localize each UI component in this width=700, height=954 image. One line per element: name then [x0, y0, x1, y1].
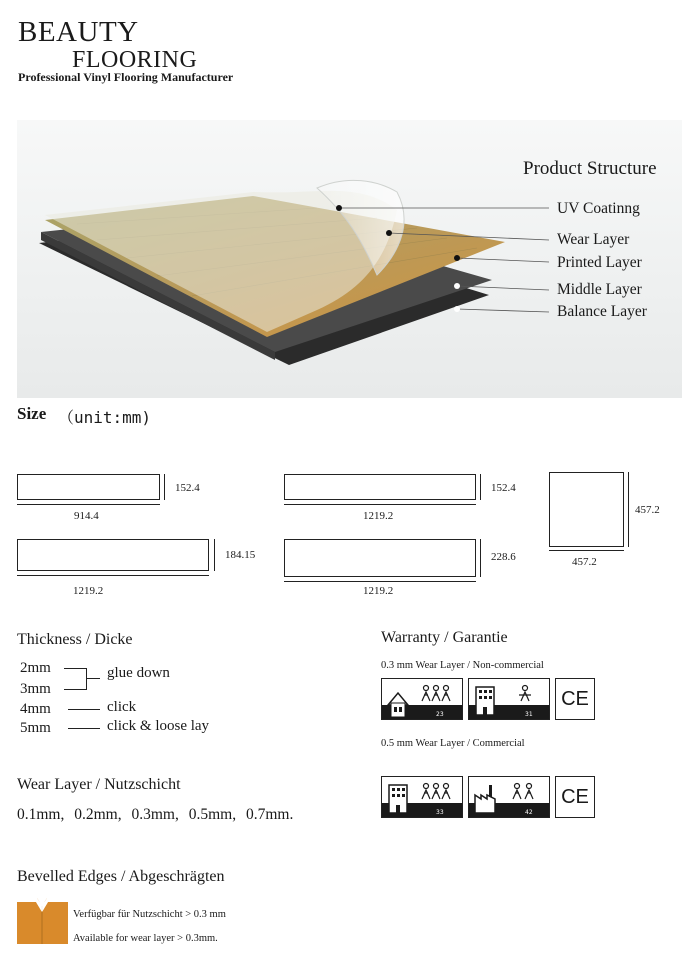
- size-title: Size: [17, 404, 47, 423]
- plank-1219-152: [284, 474, 476, 500]
- layer-label-printed: Printed Layer: [557, 254, 642, 271]
- layer-label-middle: Middle Layer: [557, 281, 642, 298]
- plank-914-152: [17, 474, 160, 500]
- usage-class-42-icon: [468, 776, 550, 818]
- svg-text:33: 33: [436, 809, 444, 816]
- bevel-line-de: Verfügbar für Nutzschicht > 0.3 mm: [73, 909, 226, 920]
- svg-text:42: 42: [525, 809, 533, 816]
- bevel-line-en: Available for wear layer > 0.3mm.: [73, 933, 218, 944]
- thickness-2mm: 2mm: [20, 660, 51, 676]
- plank-1219-228: [284, 539, 476, 577]
- thickness-title: Thickness / Dicke: [17, 631, 133, 648]
- layer-label-balance: Balance Layer: [557, 303, 647, 320]
- plank-1219-184: [17, 539, 209, 571]
- wear-layer-values: 0.1mm, 0.2mm, 0.3mm, 0.5mm, 0.7mm.: [17, 806, 294, 823]
- warranty-row1-label: 0.3 mm Wear Layer / Non-commercial: [381, 660, 544, 671]
- layer-label-wear: Wear Layer: [557, 231, 630, 248]
- thickness-4mm: 4mm: [20, 701, 51, 717]
- usage-class-23-icon: [381, 678, 463, 720]
- plank-2-length: 1219.2: [363, 510, 394, 522]
- brand-tagline: Professional Vinyl Flooring Manufacturer: [18, 70, 234, 84]
- ce-mark-icon: CE: [555, 678, 595, 720]
- bevelled-edges-title: Bevelled Edges / Abgeschrägten: [17, 868, 225, 885]
- thickness-click-loose-lay: click & loose lay: [107, 718, 210, 734]
- brand-name-line1: BEAUTY: [18, 16, 139, 48]
- ce-mark-icon-commercial: CE: [555, 776, 595, 818]
- thickness-glue-down: glue down: [107, 665, 170, 681]
- product-structure-title: Product Structure: [523, 158, 657, 179]
- thickness-click: click: [107, 699, 137, 715]
- warranty-title: Warranty / Garantie: [381, 629, 508, 646]
- plank-1-width: 152.4: [175, 482, 200, 494]
- usage-class-31-icon: [468, 678, 550, 720]
- svg-text:23: 23: [436, 711, 444, 718]
- warranty-row2-label: 0.5 mm Wear Layer / Commercial: [381, 738, 525, 749]
- thickness-5mm: 5mm: [20, 720, 51, 736]
- brand-name-line2: FLOORING: [72, 47, 198, 73]
- plank-2-width: 152.4: [491, 482, 516, 494]
- plank-5-length: 1219.2: [363, 585, 394, 597]
- tile-length: 457.2: [572, 556, 597, 568]
- tile-457-457: [549, 472, 624, 547]
- bevel-edge-icon: [17, 898, 68, 944]
- tile-width: 457.2: [635, 504, 660, 516]
- layer-label-uv: UV Coatinng: [557, 200, 640, 217]
- plank-5-width: 228.6: [491, 551, 516, 563]
- wear-layer-title: Wear Layer / Nutzschicht: [17, 776, 181, 793]
- svg-text:31: 31: [525, 711, 533, 718]
- size-unit: （unit:mm): [58, 408, 152, 427]
- plank-4-width: 184.15: [225, 549, 256, 561]
- thickness-3mm: 3mm: [20, 681, 51, 697]
- usage-class-33-icon: [381, 776, 463, 818]
- plank-1-length: 914.4: [74, 510, 99, 522]
- plank-4-length: 1219.2: [73, 585, 104, 597]
